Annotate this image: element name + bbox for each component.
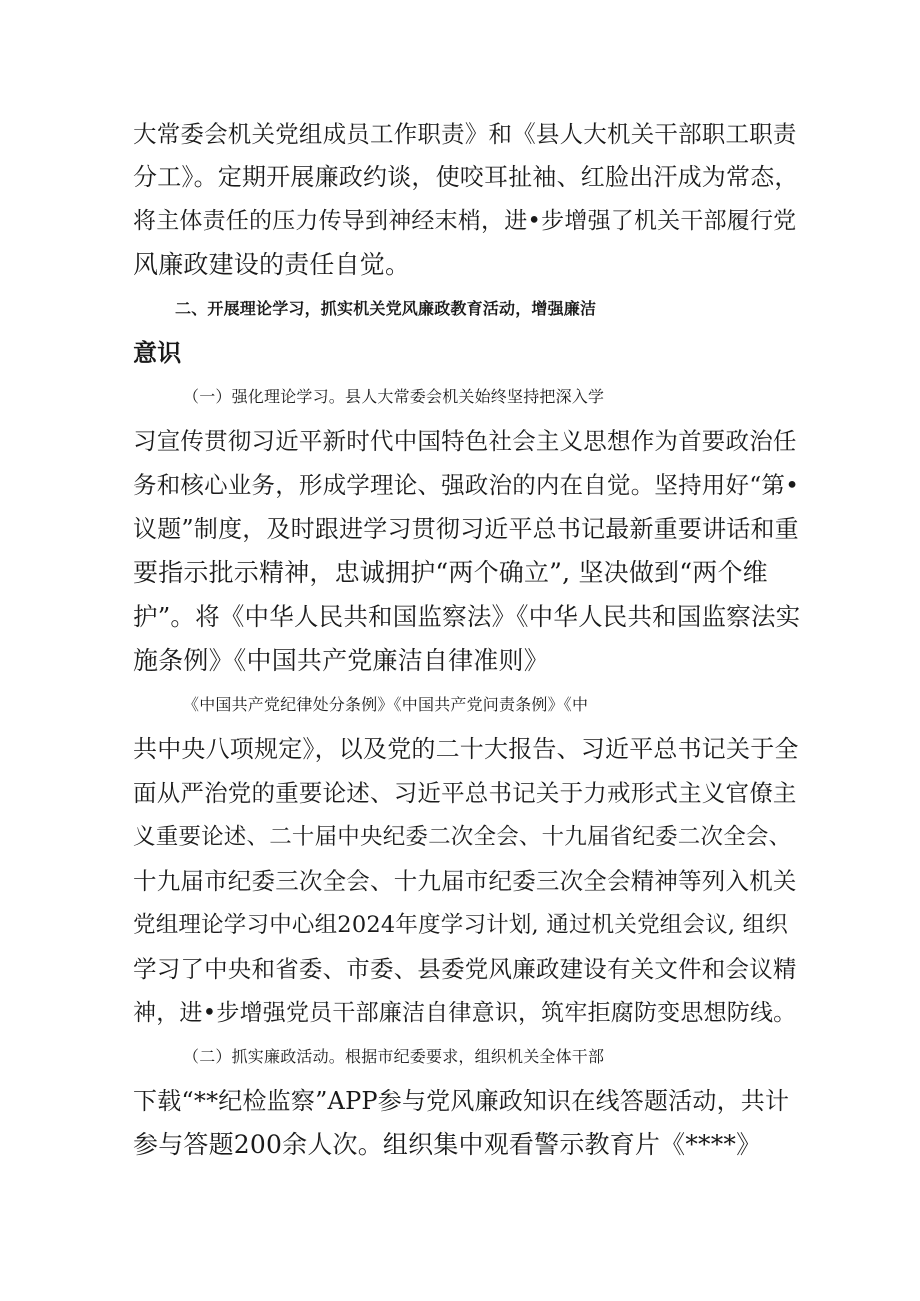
paragraph-line: 神，进•步增强党员干部廉洁自律意识，筑牢拒腐防变思想防线。	[133, 1000, 797, 1026]
paragraph-line: 下载“**纪检监察”APP参与党风廉政知识在线答题活动，共计	[133, 1087, 790, 1115]
paragraph-line: 义重要论述、二十届中央纪委二次全会、十九届省纪委二次全会、	[133, 824, 792, 850]
paragraph-line: 学习了中央和省委、市委、县委党风廉政建设有关文件和会议精	[133, 955, 797, 983]
section-heading-line-2: 意识	[133, 339, 182, 367]
paragraph-line: 护”。将《中华人民共和国监察法》《中华人民共和国监察法实	[133, 602, 801, 631]
paragraph-line: 大常委会机关党组成员工作职责》和《县人大机关干部职工职责	[133, 120, 797, 148]
paragraph-line: 务和核心业务，形成学理论、强政治的内在自觉。坚持用好“第•	[133, 471, 800, 499]
paragraph-line: 议题”制度，及时跟进学习贯彻习近平总书记最新重要讲话和重	[133, 515, 799, 543]
paragraph-line: 分工》。定期开展廉政约谈，使咬耳扯袖、红脸出汗成为常态，	[133, 163, 799, 191]
paragraph-line: 党组理论学习中心组2024年度学习计划, 通过机关党组会议, 组织	[133, 912, 788, 938]
paragraph-line: 参与答题200余人次。组织集中观看警示教育片《****》	[133, 1130, 762, 1159]
section-heading-line-1: 二、开展理论学习，抓实机关党风廉政教育活动，增强廉洁	[175, 299, 597, 318]
paragraph-line: 风廉政建设的责任自觉。	[133, 250, 411, 279]
subsection-heading-line: （一）强化理论学习。县人大常委会机关始终坚持把深入学	[183, 387, 605, 406]
paragraph-line: 施条例》《中国共产党廉洁自律准则》	[133, 646, 549, 675]
subsection-heading-line: （二）抓实廉政活动。根据市纪委要求，组织机关全体干部	[183, 1047, 605, 1066]
paragraph-line: 《中国共产党纪律处分条例》《中国共产党问责条例》《中	[183, 695, 589, 714]
paragraph-line: 习宣传贯彻习近平新时代中国特色社会主义思想作为首要政治任	[133, 427, 797, 455]
paragraph-line: 要指示批示精神，忠诚拥护“两个确立”, 坚决做到“两个维	[133, 558, 768, 587]
paragraph-line: 将主体责任的压力传导到神经末梢，进•步增强了机关干部履行党	[133, 208, 797, 234]
paragraph-line: 共中央八项规定》，以及党的二十大报告、习近平总书记关于全	[133, 735, 799, 763]
paragraph-line: 十九届市纪委三次全会、十九届市纪委三次全会精神等列入机关	[133, 867, 797, 895]
paragraph-line: 面从严治党的重要论述、习近平总书记关于力戒形式主义官僚主	[133, 779, 797, 807]
